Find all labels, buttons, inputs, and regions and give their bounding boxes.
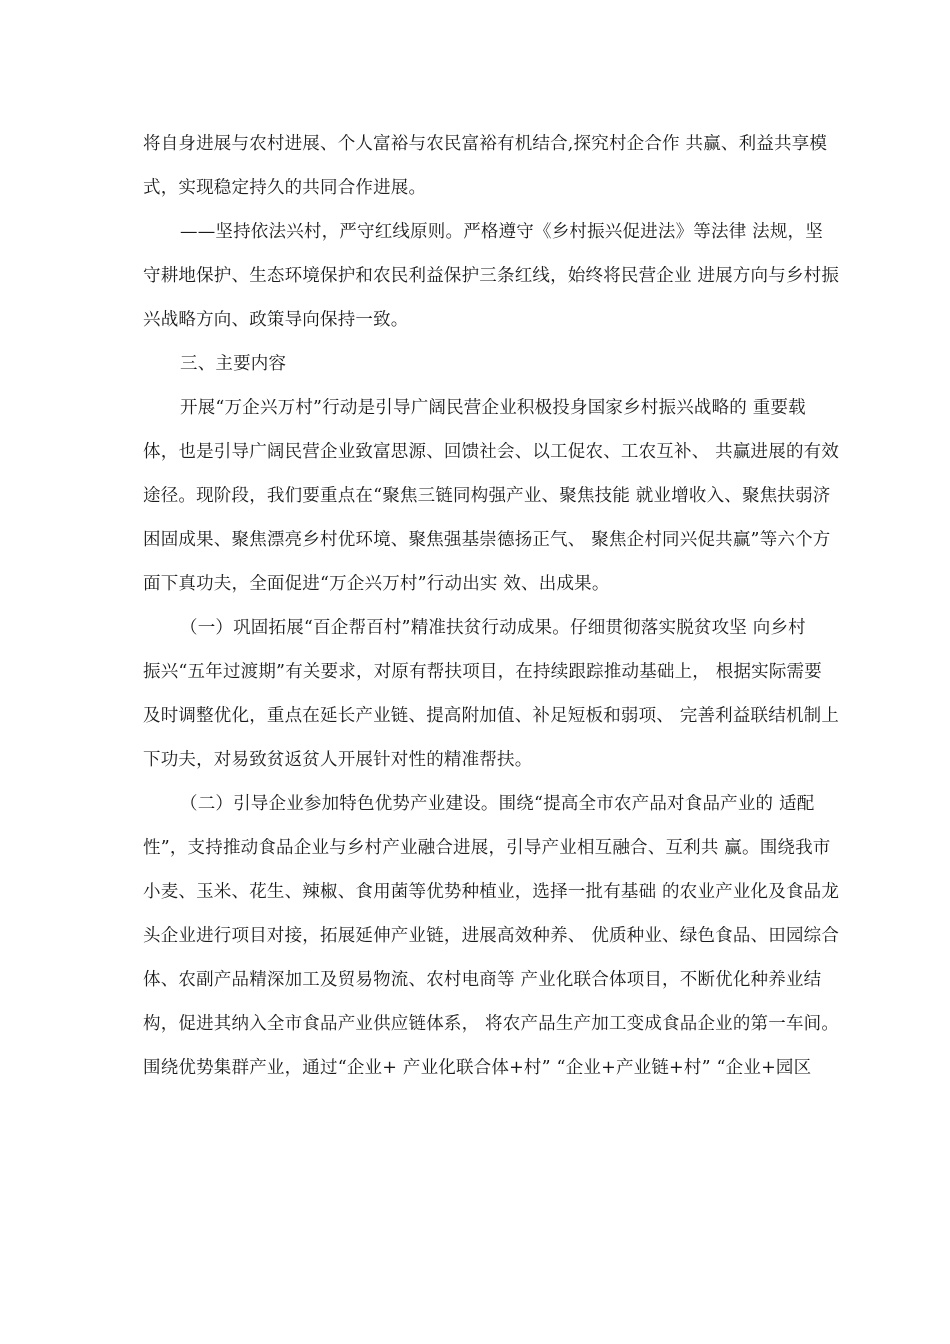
text-line: 性”，支持推动食品企业与乡村产业融合进展，引导产业相互融合、互利共 赢。围绕我市 — [143, 838, 831, 858]
text-line: 头企业进行项目对接，拓展延伸产业链，进展高效种养、 优质种业、绿色食品、田园综合 — [143, 926, 840, 946]
text-line: 及时调整优化，重点在延长产业链、提高附加值、补足短板和弱项、 完善利益联结机制上 — [143, 706, 840, 726]
text-line: 途径。现阶段，我们要重点在“聚焦三链同构强产业、聚焦技能 就业增收入、聚焦扶弱济 — [143, 486, 831, 506]
text-line: 三、主要内容 — [180, 354, 287, 374]
text-line: 下功夫，对易致贫返贫人开展针对性的精准帮扶。 — [143, 750, 533, 770]
text-line: 体、农副产品精深加工及贸易物流、农村电商等 产业化联合体项目，不断优化种养业结 — [143, 970, 822, 990]
document-body — [143, 127, 883, 1095]
text-line: 小麦、玉米、花生、辣椒、食用菌等优势种植业，选择一批有基础 的农业产业化及食品龙 — [143, 882, 840, 902]
text-line: 振兴“五年过渡期”有关要求，对原有帮扶项目，在持续跟踪推动基础上， 根据实际需要 — [143, 662, 822, 682]
text-line: 式，实现稳定持久的共同合作进展。 — [143, 178, 427, 198]
text-line: 将自身进展与农村进展、个人富裕与农民富裕有机结合,探究村企合作 共赢、利益共享模 — [143, 134, 828, 154]
text-line: （一）巩固拓展“百企帮百村”精准扶贫行动成果。仔细贯彻落实脱贫攻坚 向乡村 — [180, 618, 806, 638]
text-line: 困固成果、聚焦漂亮乡村优环境、聚焦强基崇德扬正气、 聚焦企村同兴促共赢”等六个方 — [143, 530, 831, 550]
text-line: 面下真功夫，全面促进“万企兴万村”行动出实 效、出成果。 — [143, 574, 610, 594]
text-line: 体，也是引导广阔民营企业致富思源、回馈社会、以工促农、工农互补、 共赢进展的有效 — [143, 442, 840, 462]
text-line: 兴战略方向、政策导向保持一致。 — [143, 310, 409, 330]
text-line: 构，促进其纳入全市食品产业供应链体系， 将农产品生产加工变成食品企业的第一车间。 — [143, 1014, 840, 1034]
text-line: ——坚持依法兴村，严守红线原则。严格遵守《乡村振兴促进法》等法律 法规，坚 — [180, 222, 823, 242]
text-line: 围绕优势集群产业，通过“企业+ 产业化联合体+村” “企业+产业链+村” “企业+园区 — [143, 1058, 812, 1078]
text-line: 开展“万企兴万村”行动是引导广阔民营企业积极投身国家乡村振兴战略的 重要载 — [180, 398, 806, 418]
text-line: 守耕地保护、生态环境保护和农民利益保护三条红线，始终将民营企业 进展方向与乡村振 — [143, 266, 840, 286]
text-line: （二）引导企业参加特色优势产业建设。围绕“提高全市农产品对食品产业的 适配 — [180, 794, 815, 814]
